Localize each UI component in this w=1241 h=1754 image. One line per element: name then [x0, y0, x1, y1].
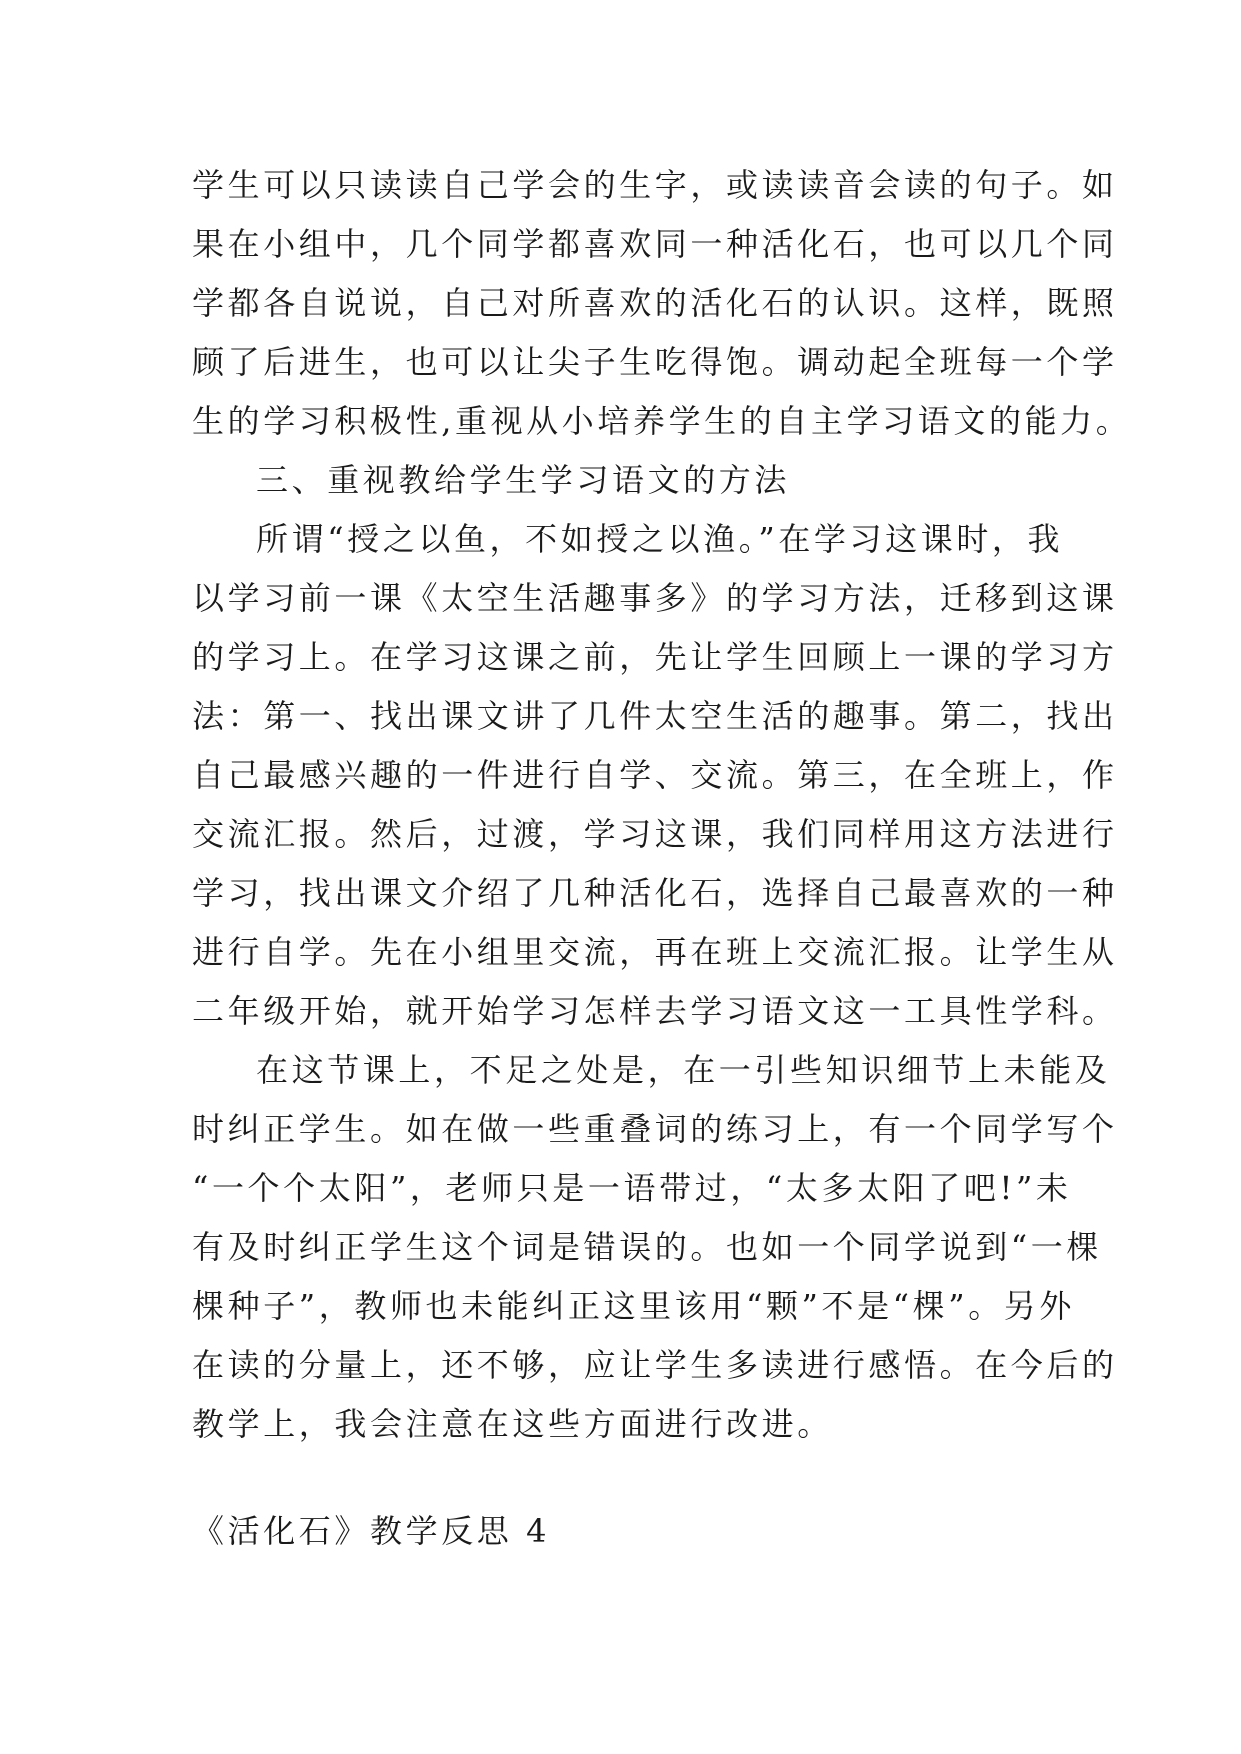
- text-line: 的学习上。在学习这课之前，先让学生回顾上一课的学习方: [192, 638, 1118, 676]
- text-line: 自己最感兴趣的一件进行自学、交流。第三，在全班上，作: [192, 756, 1118, 794]
- text-line: 学习，找出课文介绍了几种活化石，选择自己最喜欢的一种: [192, 874, 1118, 912]
- text-line: 所谓“授之以鱼，不如授之以渔。”在学习这课时，我: [256, 520, 1064, 558]
- text-line: 以学习前一课《太空生活趣事多》的学习方法，迁移到这课: [192, 579, 1118, 617]
- text-line: 教学上，我会注意在这些方面进行改进。: [192, 1405, 833, 1443]
- text-line: 生的学习积极性,重视从小培养学生的自主学习语文的能力。: [192, 402, 1132, 440]
- body-text: [192, 156, 1132, 1454]
- text-line: 在读的分量上，还不够，应让学生多读进行感悟。在今后的: [192, 1346, 1118, 1384]
- text-line: 在这节课上，不足之处是，在一引些知识细节上未能及: [256, 1051, 1111, 1089]
- next-section-title: 《活化石》教学反思 4: [192, 1512, 551, 1550]
- section-heading: 三、重视教给学生学习语文的方法: [256, 461, 791, 499]
- text-line: 二年级开始，就开始学习怎样去学习语文这一工具性学科。: [192, 992, 1118, 1030]
- text-line: 时纠正学生。如在做一些重叠词的练习上，有一个同学写个: [192, 1110, 1118, 1148]
- text-line: 法：第一、找出课文讲了几件太空生活的趣事。第二，找出: [192, 697, 1118, 735]
- text-line: 果在小组中，几个同学都喜欢同一种活化石，也可以几个同: [192, 225, 1118, 263]
- text-line: “一个个太阳”，老师只是一语带过，“太多太阳了吧!”未: [192, 1169, 1072, 1207]
- text-line: 顾了后进生，也可以让尖子生吃得饱。调动起全班每一个学: [192, 343, 1118, 381]
- text-line: 学都各自说说，自己对所喜欢的活化石的认识。这样，既照: [192, 284, 1118, 322]
- text-line: 交流汇报。然后，过渡，学习这课，我们同样用这方法进行: [192, 815, 1118, 853]
- text-line: 棵种子”，教师也未能纠正这里该用“颗”不是“棵”。另外: [192, 1287, 1075, 1325]
- text-line: 进行自学。先在小组里交流，再在班上交流汇报。让学生从: [192, 933, 1118, 971]
- text-line: 有及时纠正学生这个词是错误的。也如一个同学说到“一棵: [192, 1228, 1102, 1266]
- text-line: 学生可以只读读自己学会的生字，或读读音会读的句子。如: [192, 166, 1118, 204]
